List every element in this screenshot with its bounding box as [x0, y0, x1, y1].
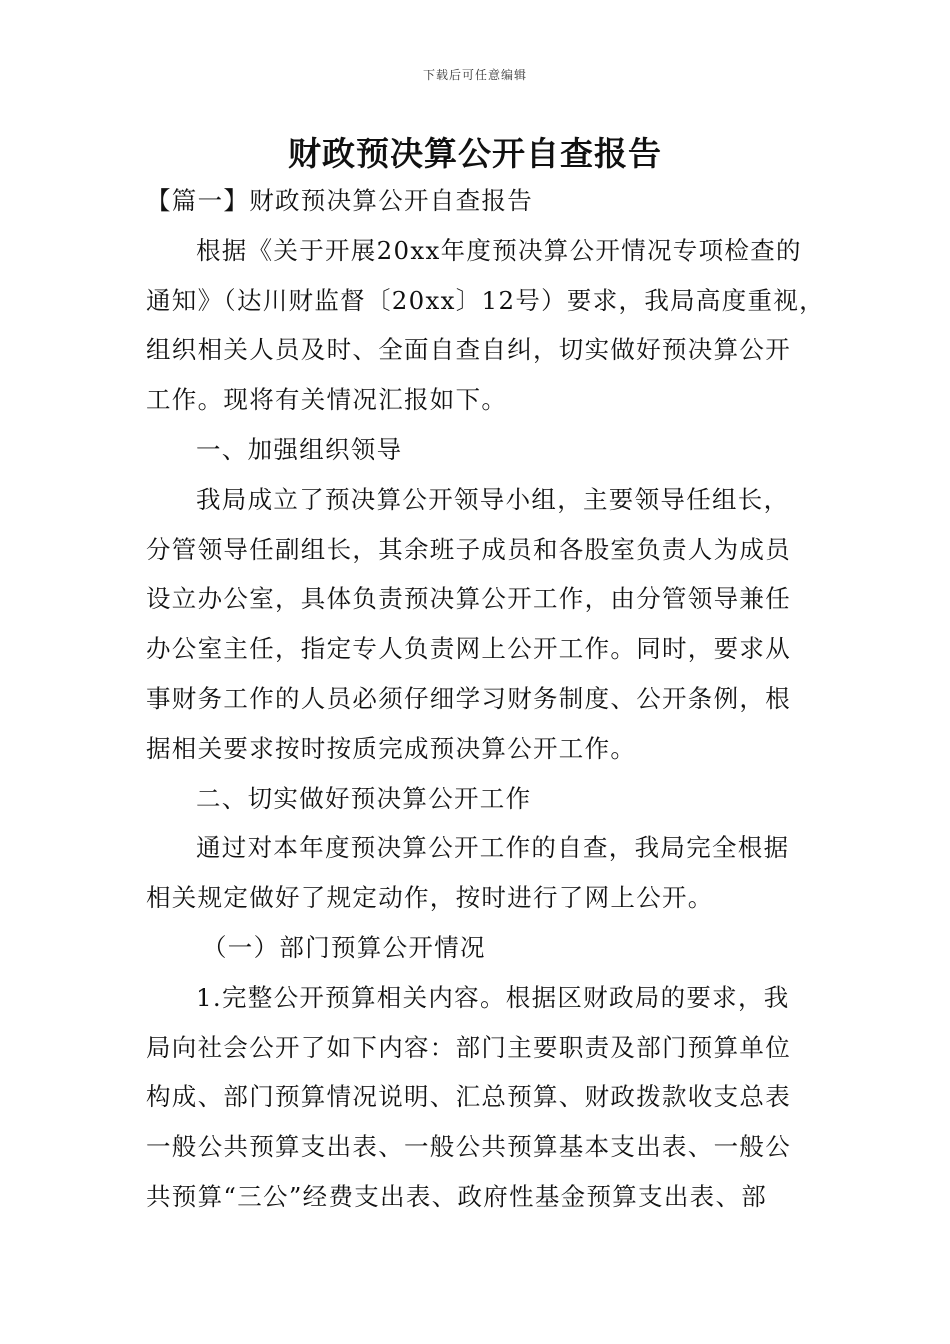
- paragraph-line: 办公室主任，指定专人负责网上公开工作。同时，要求从: [146, 634, 791, 664]
- paragraph-line: 分管领导任副组长，其余班子成员和各股室负责人为成员: [146, 534, 791, 564]
- paragraph-line: 据相关要求按时按质完成预决算公开工作。: [146, 733, 637, 763]
- paragraph-line: 根据《关于开展20xx年度预决算公开情况专项检查的: [196, 235, 802, 265]
- paragraph-line: 组织相关人员及时、全面自查自纠，切实做好预决算公开: [146, 335, 791, 365]
- section-heading: 【篇一】财政预决算公开自查报告: [146, 186, 533, 215]
- paragraph-line: 工作。现将有关情况汇报如下。: [146, 385, 508, 415]
- paragraph-line: 设立办公室，具体负责预决算公开工作，由分管领导兼任: [146, 584, 791, 614]
- paragraph-line: 1.完整公开预算相关内容。根据区财政局的要求，我: [196, 982, 790, 1012]
- document-title: 财政预决算公开自查报告: [288, 134, 662, 173]
- paragraph-line: 事财务工作的人员必须仔细学习财务制度、公开条例，根: [146, 683, 791, 713]
- document-body: [146, 176, 825, 1222]
- subheading: 二、切实做好预决算公开工作: [196, 783, 532, 813]
- paragraph-line: 局向社会公开了如下内容：部门主要职责及部门预算单位: [146, 1032, 791, 1062]
- header-note: 下载后可任意编辑: [422, 68, 527, 82]
- paragraph-line: 通过对本年度预决算公开工作的自查，我局完全根据: [196, 833, 790, 863]
- paragraph-line: 构成、部门预算情况说明、汇总预算、财政拨款收支总表: [146, 1082, 791, 1112]
- paragraph-line: 我局成立了预决算公开领导小组，主要领导任组长，: [196, 484, 790, 514]
- subheading: （一）部门预算公开情况: [202, 932, 486, 962]
- paragraph-line: 通知》（达川财监督〔20xx〕12号）要求，我局高度重视，: [146, 285, 825, 315]
- paragraph-line: 一般公共预算支出表、一般公共预算基本支出表、一般公: [146, 1132, 791, 1162]
- paragraph-line: 相关规定做好了规定动作，按时进行了网上公开。: [146, 883, 714, 913]
- subheading: 一、加强组织领导: [196, 434, 403, 464]
- paragraph-line: 共预算“三公”经费支出表、政府性基金预算支出表、部: [146, 1181, 768, 1211]
